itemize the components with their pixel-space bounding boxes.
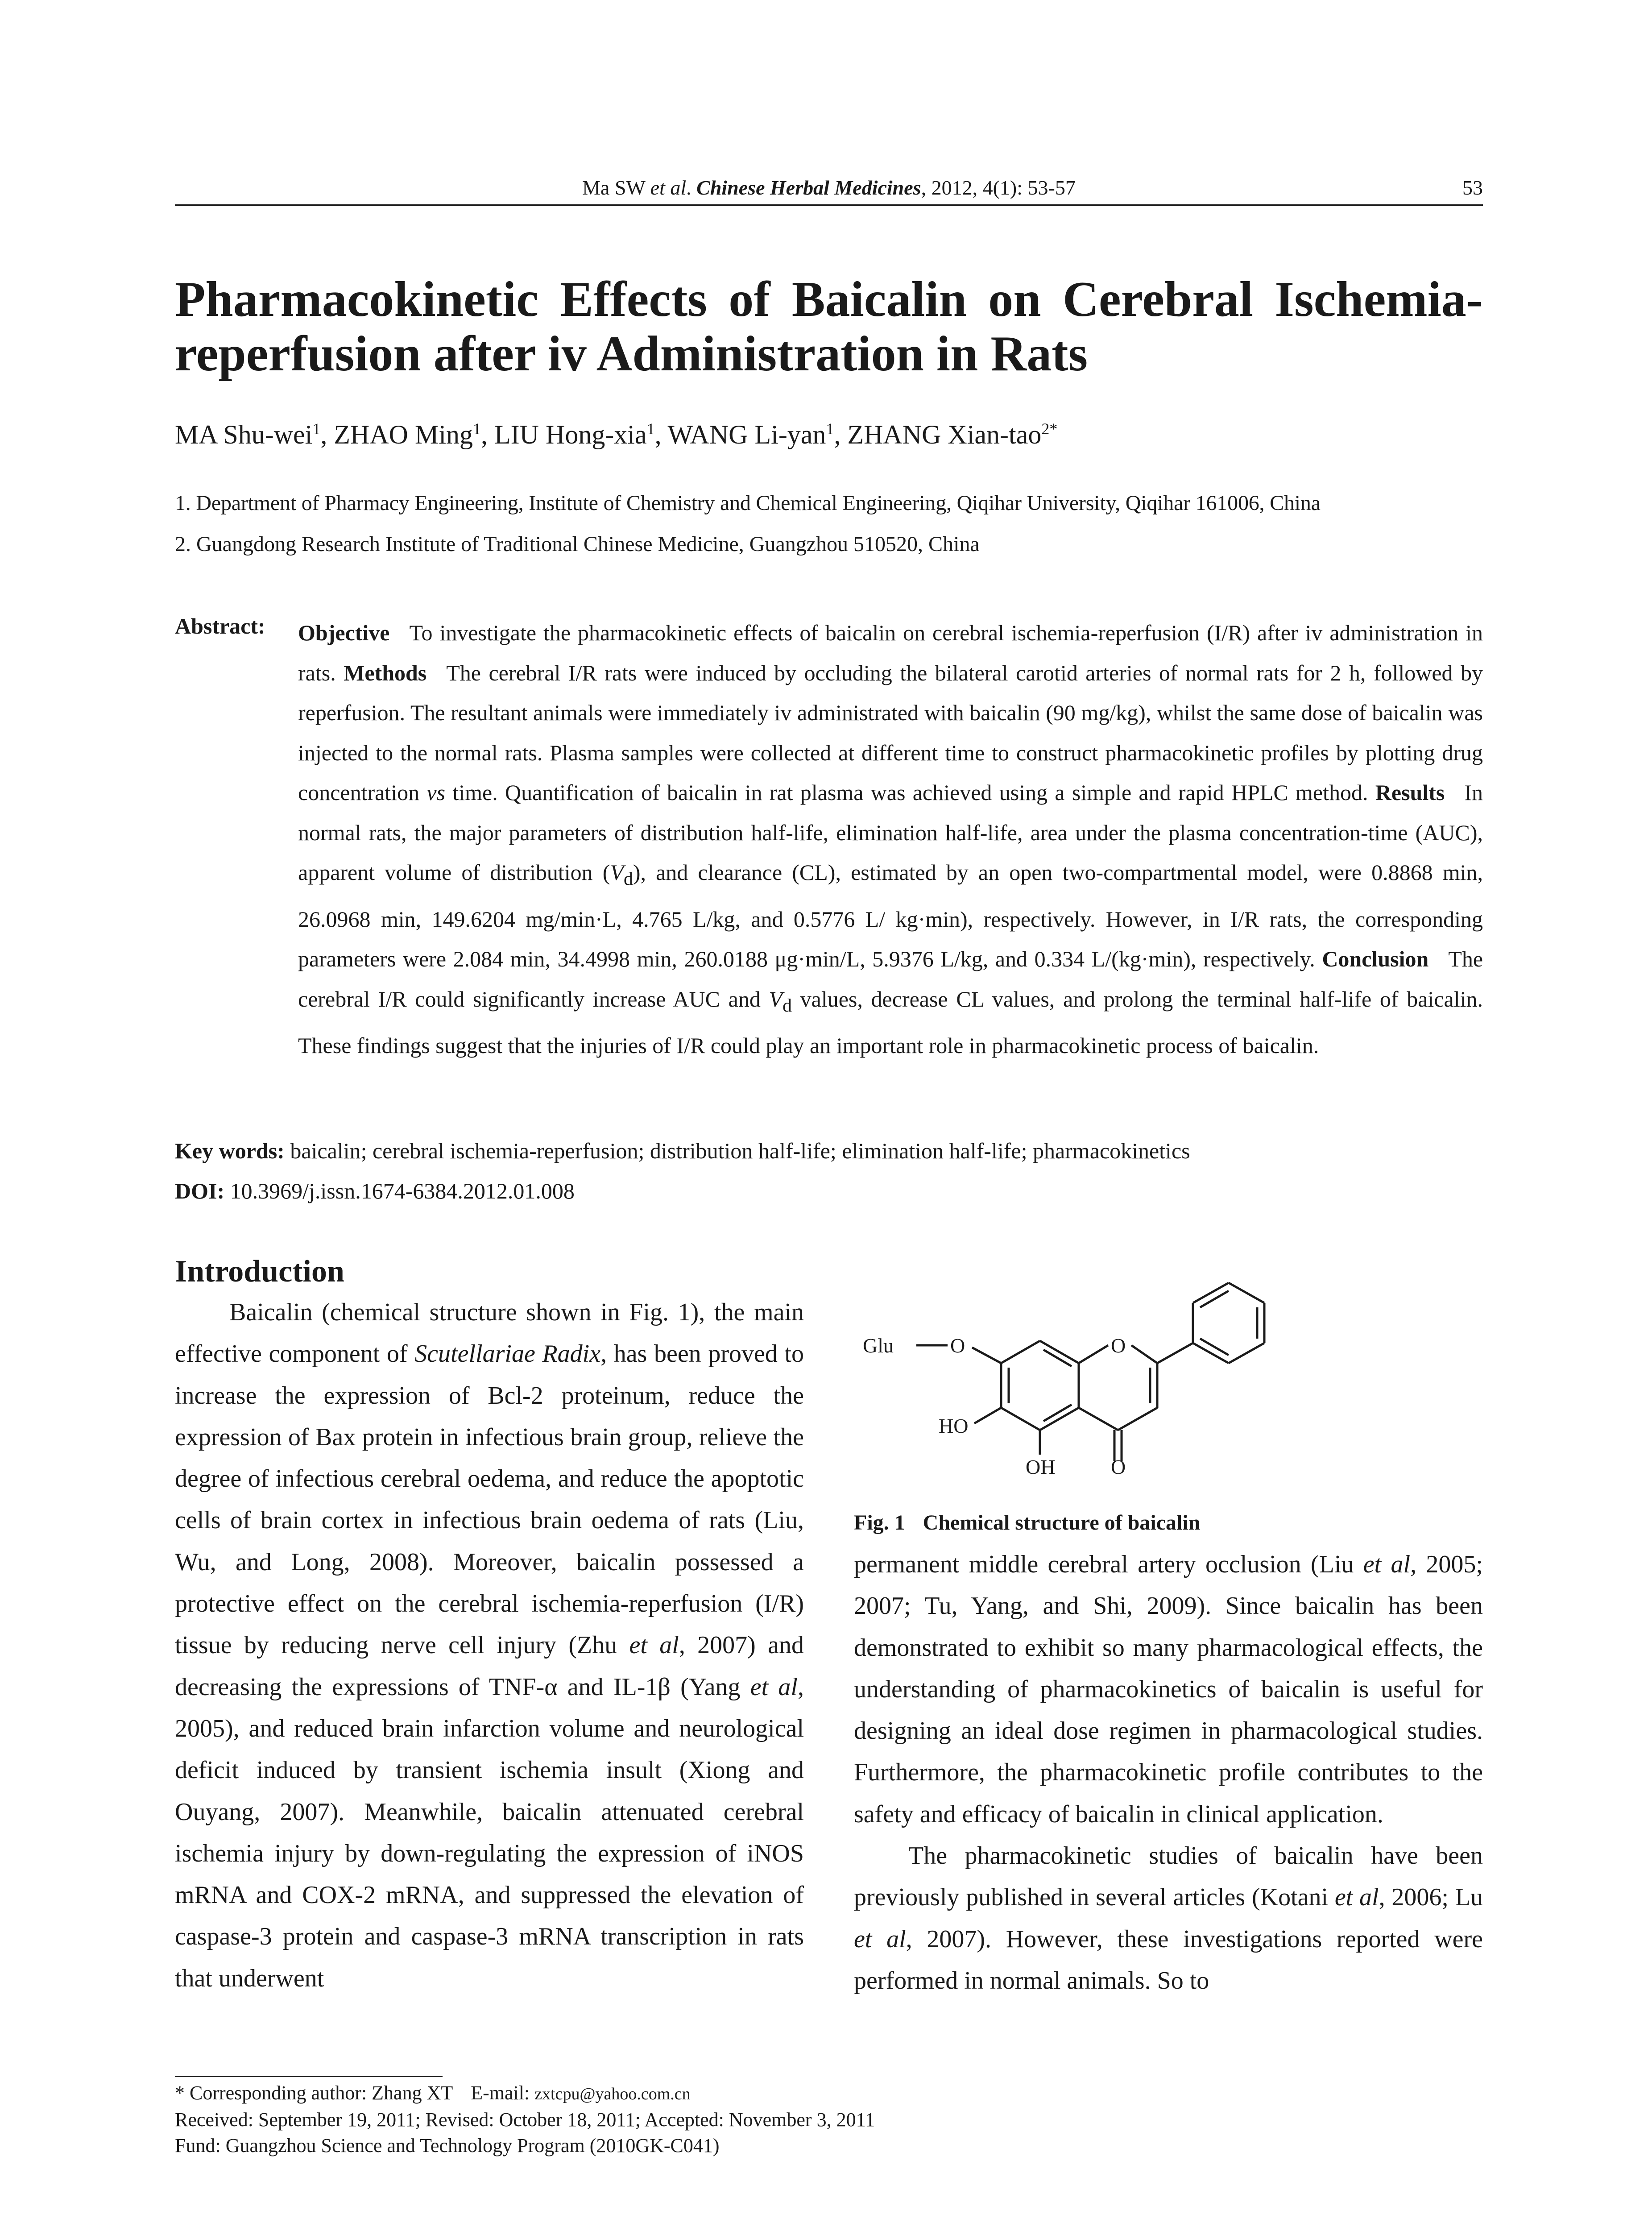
keywords: Key words: baicalin; cerebral ischemia-reperfusion; distribution half-life; elimination half-life; pharmacokinetics bbox=[175, 1138, 1190, 1163]
structure-labels bbox=[863, 1334, 1126, 1478]
footnote-received: Received: September 19, 2011; Revised: October 18, 2011; Accepted: November 3, 2011 bbox=[175, 2109, 875, 2131]
author: ZHANG Xian-tao bbox=[847, 420, 1042, 449]
bond bbox=[1001, 1408, 1040, 1430]
bond bbox=[1157, 1343, 1193, 1363]
bond-double-inner bbox=[1200, 1339, 1229, 1355]
paper-title: Pharmacokinetic Effects of Baicalin on Cerebral Ischemia-reperfusion after iv Administration in Rats bbox=[175, 272, 1483, 382]
footnote-fund: Fund: Guangzhou Science and Technology Program (2010GK-C041) bbox=[175, 2135, 720, 2156]
atom-label: Glu bbox=[863, 1334, 894, 1357]
atom-label: O bbox=[1111, 1456, 1126, 1478]
figure-caption: Fig. 1 Chemical structure of baicalin bbox=[854, 1511, 1201, 1534]
baicalin-structure bbox=[854, 1274, 1483, 1515]
author: MA Shu-wei bbox=[175, 420, 313, 449]
figure-1 bbox=[854, 1274, 1483, 1524]
left-column bbox=[175, 1292, 804, 1999]
section-heading-introduction: Introduction bbox=[175, 1254, 344, 1289]
running-head-citation: Ma SW et al. Chinese Herbal Medicines, 2012, 4(1): 53-57 bbox=[582, 176, 1076, 199]
author: ZHAO Ming bbox=[334, 420, 473, 449]
bond bbox=[1079, 1345, 1108, 1363]
bond bbox=[1118, 1408, 1157, 1430]
author: WANG Li-yan bbox=[667, 420, 826, 449]
bond bbox=[1229, 1343, 1264, 1363]
paragraph: Baicalin (chemical structure shown in Fig. 1), the main effective component of Scutellariae Radix, has been proved to increase the expression of Bcl-2 proteinum, reduce the expression of Bax protein in infectious brain group, relieve the degree of infectious cerebral oedema, and reduce the apoptotic cells of brain cortex in infectious brain oedema of rats (Liu, Wu, and Long, 2008). Moreover, baicalin possessed a protective effect on the cerebral ischemia-reperfusion (I/R) tissue by reducing nerve cell injury (Zhu et al, 2007) and decreasing the expressions of TNF-α and IL-1β (Yang et al, 2005), and reduced brain infarction volume and neurological deficit induced by transient ischemia insult (Xiong and Ouyang, 2007). Meanwhile, baicalin attenuated cerebral ischemia injury by down-regulating the expression of iNOS mRNA and COX-2 mRNA, and suppressed the elevation of caspase-3 protein and caspase-3 mRNA transcription in rats that underwent bbox=[175, 1298, 804, 1992]
atom-label: HO bbox=[939, 1414, 969, 1437]
bond bbox=[1131, 1345, 1157, 1363]
right-column bbox=[854, 1544, 1483, 2002]
doi: DOI: 10.3969/j.issn.1674-6384.2012.01.008 bbox=[175, 1178, 575, 1203]
bond bbox=[972, 1348, 1001, 1363]
page-number: 53 bbox=[1462, 176, 1483, 199]
bond bbox=[974, 1408, 1001, 1423]
affiliation: 1. Department of Pharmacy Engineering, Institute of Chemistry and Chemical Engineering, Qiqihar University, Qiqihar 161006, China bbox=[175, 491, 1321, 515]
paragraph: The pharmacokinetic studies of baicalin have been previously published in several articles (Kotani et al, 2006; Lu et al, 2007). However, these investigations reported were performed in normal animals. So to bbox=[854, 1842, 1483, 1995]
atom-label: OH bbox=[1026, 1456, 1056, 1478]
footnote-rule bbox=[175, 2076, 443, 2077]
bond-double-inner bbox=[1200, 1291, 1229, 1307]
affiliation: 2. Guangdong Research Institute of Traditional Chinese Medicine, Guangzhou 510520, China bbox=[175, 532, 980, 556]
footnote-corresponding: * Corresponding author: Zhang XT E-mail: zxtcpu@yahoo.com.cn bbox=[175, 2082, 691, 2104]
bond bbox=[1079, 1408, 1118, 1430]
atom-label: O bbox=[950, 1334, 965, 1357]
author: LIU Hong-xia bbox=[494, 420, 647, 449]
bond bbox=[1001, 1341, 1040, 1363]
structure-bonds bbox=[916, 1283, 1264, 1461]
footnotes bbox=[175, 2080, 875, 2159]
abstract-label: Abstract: bbox=[175, 614, 265, 639]
running-head bbox=[175, 173, 1483, 206]
author-list: MA Shu-wei$^1$, ZHAO Ming$^1$, LIU Hong-xia$^1$, WANG Li-yan$^1$, ZHANG Xian-tao$^{2*}$ bbox=[175, 420, 1058, 449]
atom-label: O bbox=[1111, 1334, 1126, 1357]
paragraph: permanent middle cerebral artery occlusion (Liu et al, 2005; 2007; Tu, Yang, and Shi, 2009). Since baicalin has been demonstrated to exhibit so many pharmacological effects, the understanding of pharmacokinetics of baicalin is useful for designing an ideal dose regimen in pharmacological studies. Furthermore, the pharmacokinetic profile contributes to the safety and efficacy of baicalin in clinical application. bbox=[854, 1551, 1483, 1828]
abstract-body: Objective To investigate the pharmacokinetic effects of baicalin on cerebral ischemia-reperfusion (I/R) after iv administration in rats. Methods The cerebral I/R rats were induced by occluding the bilateral carotid arteries of normal rats for 2 h, followed by reperfusion. The resultant animals were immediately iv administrated with baicalin (90 mg/kg), whilst the same dose of baicalin was injected to the normal rats. Plasma samples were collected at different time to construct pharmacokinetic profiles by plotting drug concentration vs time. Quantification of baicalin in rat plasma was achieved using a simple and rapid HPLC method. Results In normal rats, the major parameters of distribution half-life, elimination half-life, area under the plasma concentration-time (AUC), apparent volume of distribution $(V_d)$, and clearance (CL), estimated by an open two-compartmental model, were 0.8868 min, 26.0968 min, 149.6204 mg/min·L, 4.765 L/kg, and 0.5776 L/ kg·min), respectively. However, in I/R rats, the corresponding parameters were 2.084 min, 34.4998 min, 260.0188 μg·min/L, 5.9376 L/kg, and 0.334 L/(kg·min), respectively. Conclusion The cerebral I/R could significantly increase AUC and $V_d$ values, decrease CL values, and prolong the terminal half-life of baicalin. These findings suggest that the injuries of I/R could play an important role in pharmacokinetic process of baicalin. bbox=[298, 620, 1483, 1058]
bond bbox=[1229, 1283, 1264, 1303]
